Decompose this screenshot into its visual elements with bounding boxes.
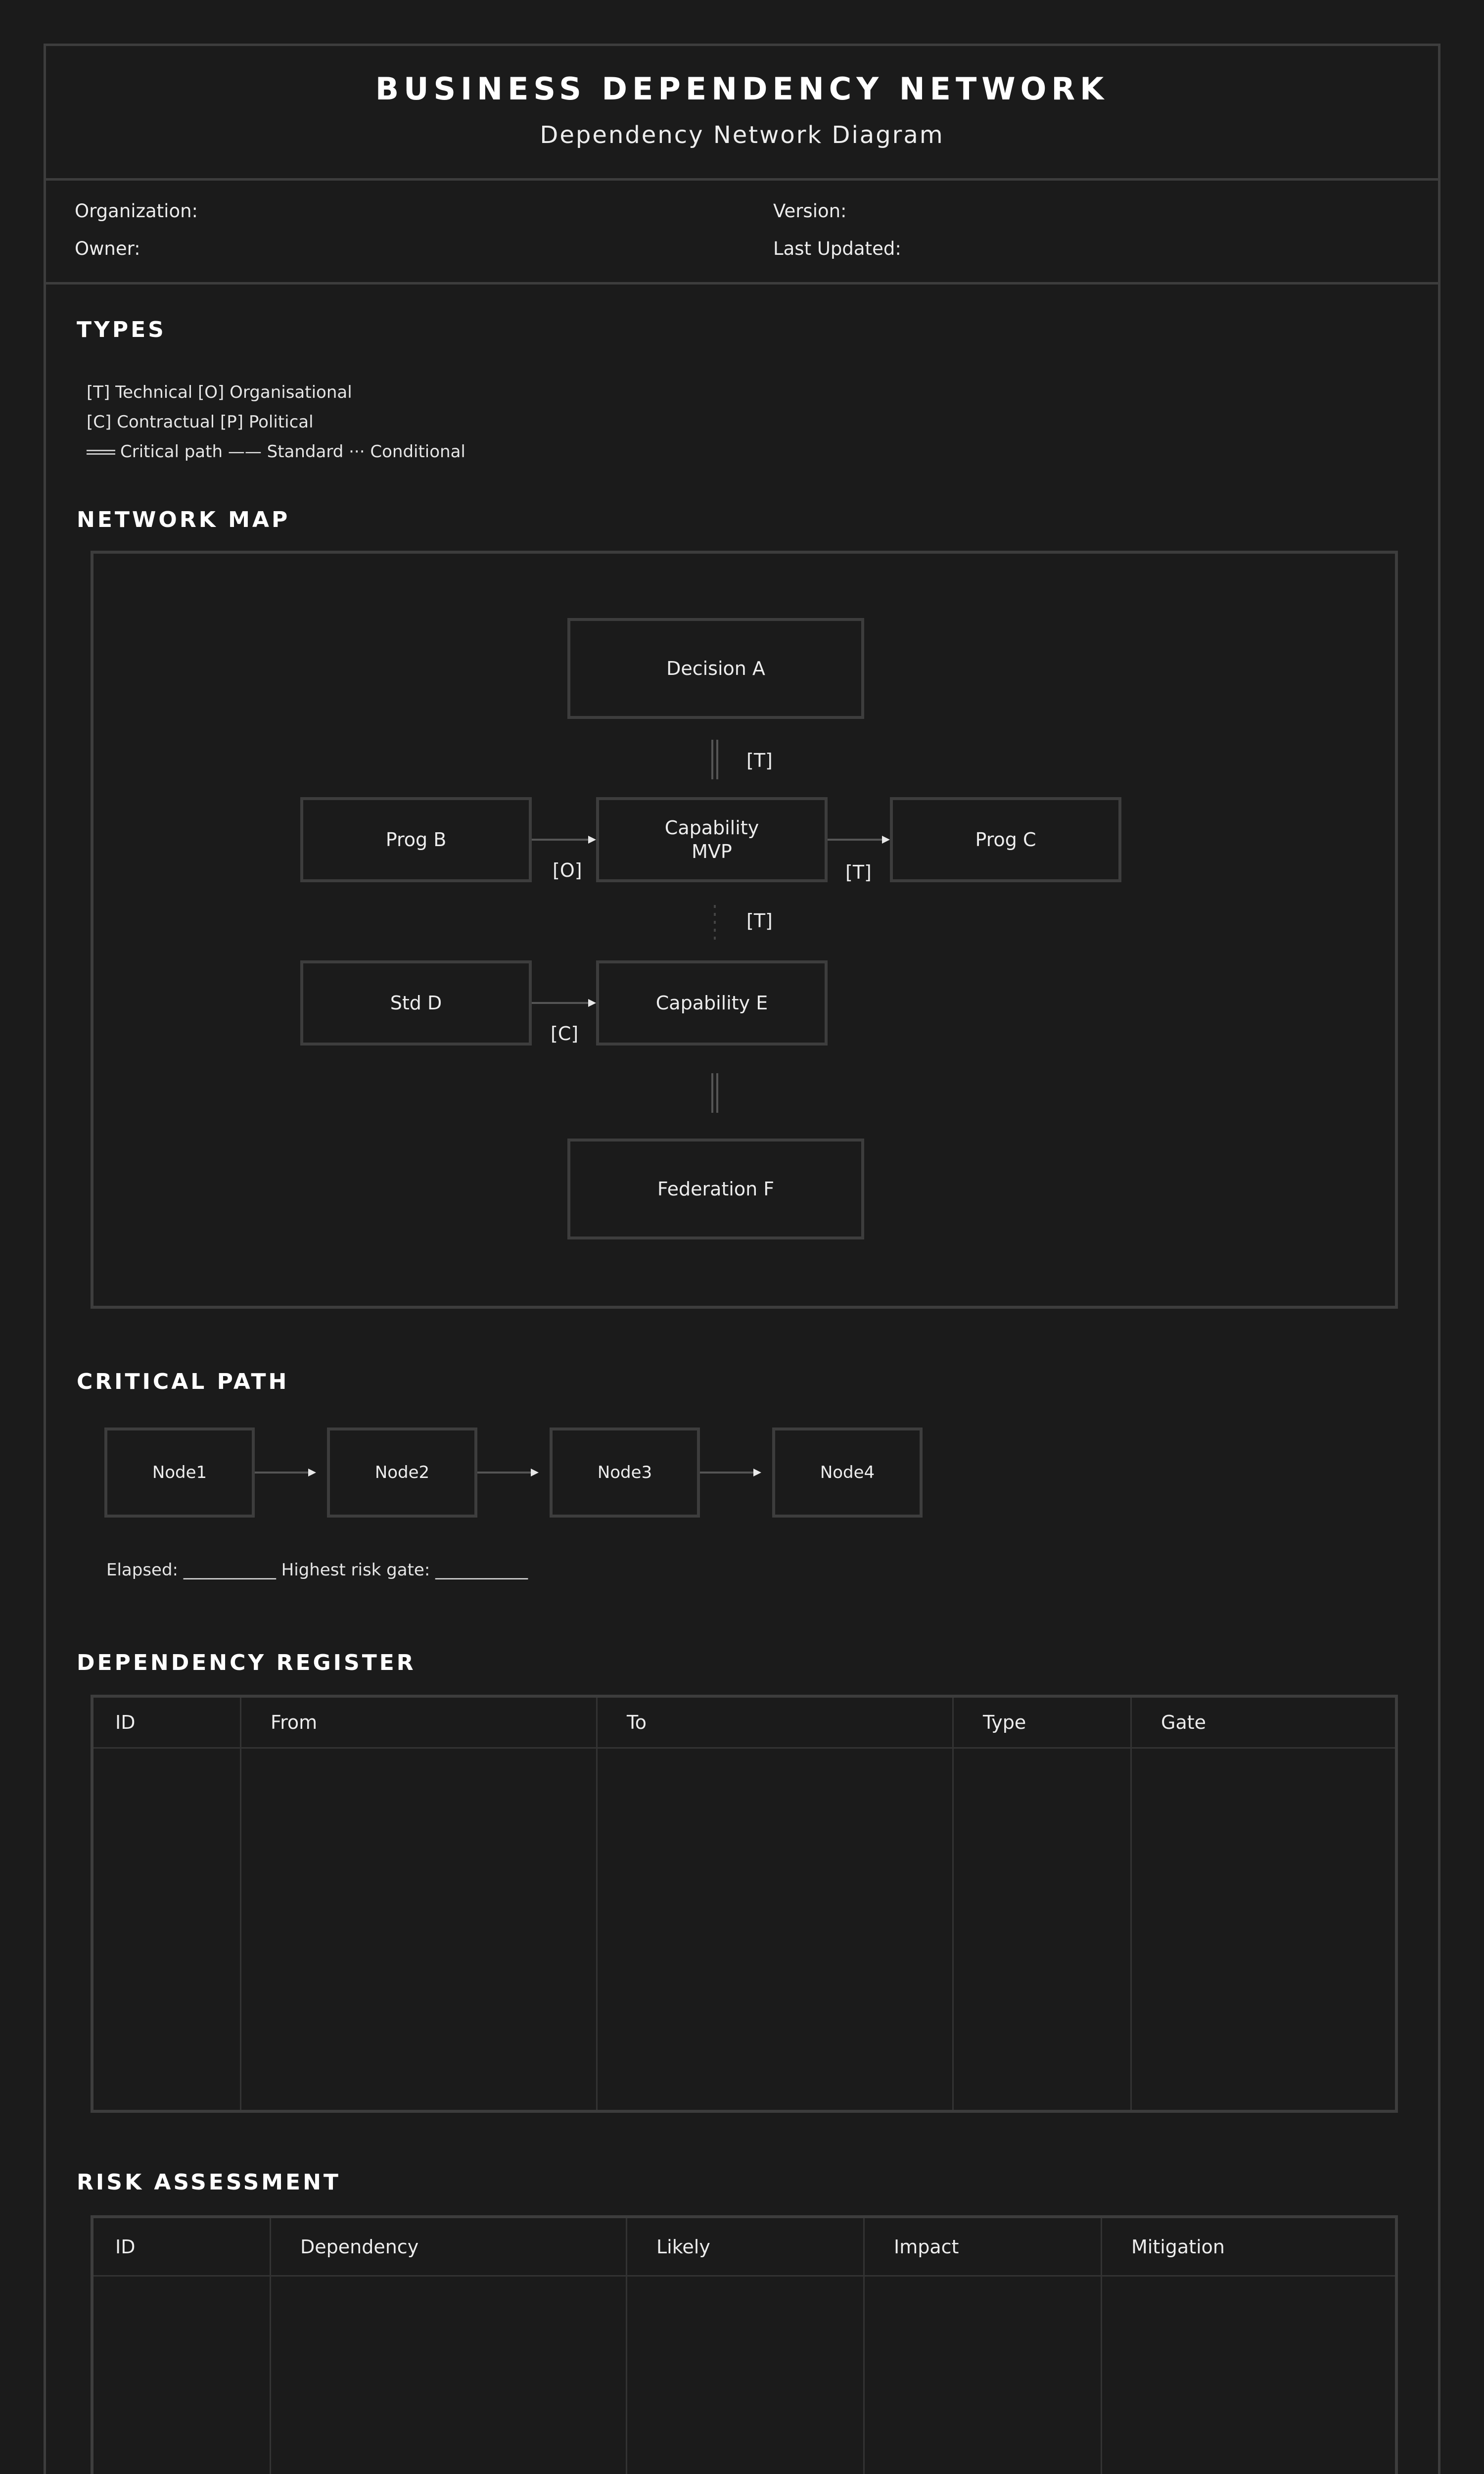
register-col-id: ID — [115, 1712, 136, 1733]
page-subtitle: Dependency Network Diagram — [540, 121, 944, 149]
version-label: Version: — [773, 200, 847, 222]
node-prog-b: Prog B — [300, 797, 532, 882]
risk-col-id: ID — [115, 2236, 136, 2258]
risk-col-dependency: Dependency — [300, 2236, 419, 2258]
critical-path-node-3: Node3 — [550, 1427, 700, 1518]
table-column-divider — [240, 1698, 241, 2110]
table-column-divider — [1130, 1698, 1132, 2110]
network-map-section-title: NETWORK MAP — [77, 507, 290, 532]
node-capability-mvp: Capability MVP — [596, 797, 828, 882]
page-title: BUSINESS DEPENDENCY NETWORK — [375, 71, 1109, 107]
edge-label-b-mvp: [O] — [553, 859, 582, 881]
organization-label: Organization: — [75, 200, 198, 222]
risk-col-mitigation: Mitigation — [1131, 2236, 1225, 2258]
document-frame — [44, 44, 1440, 2474]
register-col-gate: Gate — [1161, 1712, 1206, 1733]
register-col-type: Type — [983, 1712, 1026, 1733]
edge-label-mvp-c: [T] — [845, 861, 872, 883]
risk-assessment-section-title: RISK ASSESSMENT — [77, 2170, 341, 2195]
document-header — [46, 46, 1438, 181]
table-header-divider — [93, 2275, 1395, 2277]
register-col-to: To — [627, 1712, 647, 1733]
critical-path-node-4: Node4 — [772, 1427, 923, 1518]
critical-path-footer: Elapsed: ___________ Highest risk gate: ___________ — [106, 1560, 528, 1580]
node-capability-e: Capability E — [596, 960, 828, 1046]
table-column-divider — [626, 2218, 627, 2474]
node-std-d: Std D — [300, 960, 532, 1046]
table-column-divider — [596, 1698, 598, 2110]
table-column-divider — [952, 1698, 954, 2110]
critical-path-section-title: CRITICAL PATH — [77, 1369, 289, 1394]
types-legend-line-3-text: Critical path —— Standard ··· Conditional — [120, 442, 465, 462]
table-column-divider — [270, 2218, 271, 2474]
node-federation-f: Federation F — [567, 1139, 864, 1239]
types-legend-line-2: [C] Contractual [P] Political — [87, 412, 314, 432]
types-legend-line-1: [T] Technical [O] Organisational — [87, 382, 352, 402]
critical-path-node-2: Node2 — [327, 1427, 477, 1518]
network-map-canvas — [91, 551, 1398, 1309]
edge-label-mvp-e: [T] — [746, 910, 773, 932]
table-column-divider — [863, 2218, 865, 2474]
types-legend-line-3 — [87, 442, 465, 462]
metadata-section — [46, 181, 1438, 285]
edge-label-a-mvp: [T] — [746, 750, 773, 771]
table-column-divider — [1101, 2218, 1102, 2474]
risk-col-impact: Impact — [894, 2236, 959, 2258]
register-col-from: From — [271, 1712, 318, 1733]
critical-path-node-1: Node1 — [104, 1427, 255, 1518]
node-prog-c: Prog C — [890, 797, 1121, 882]
dependency-register-table — [91, 1695, 1398, 2113]
risk-col-likely: Likely — [656, 2236, 710, 2258]
edge-label-d-e: [C] — [551, 1023, 579, 1045]
owner-label: Owner: — [75, 238, 140, 259]
critical-path-line-icon — [87, 450, 115, 455]
last-updated-label: Last Updated: — [773, 238, 901, 259]
dependency-register-section-title: DEPENDENCY REGISTER — [77, 1650, 416, 1675]
table-header-divider — [93, 1747, 1395, 1749]
types-section-title: TYPES — [77, 317, 166, 342]
risk-assessment-table — [91, 2215, 1398, 2474]
node-decision-a: Decision A — [567, 618, 864, 719]
